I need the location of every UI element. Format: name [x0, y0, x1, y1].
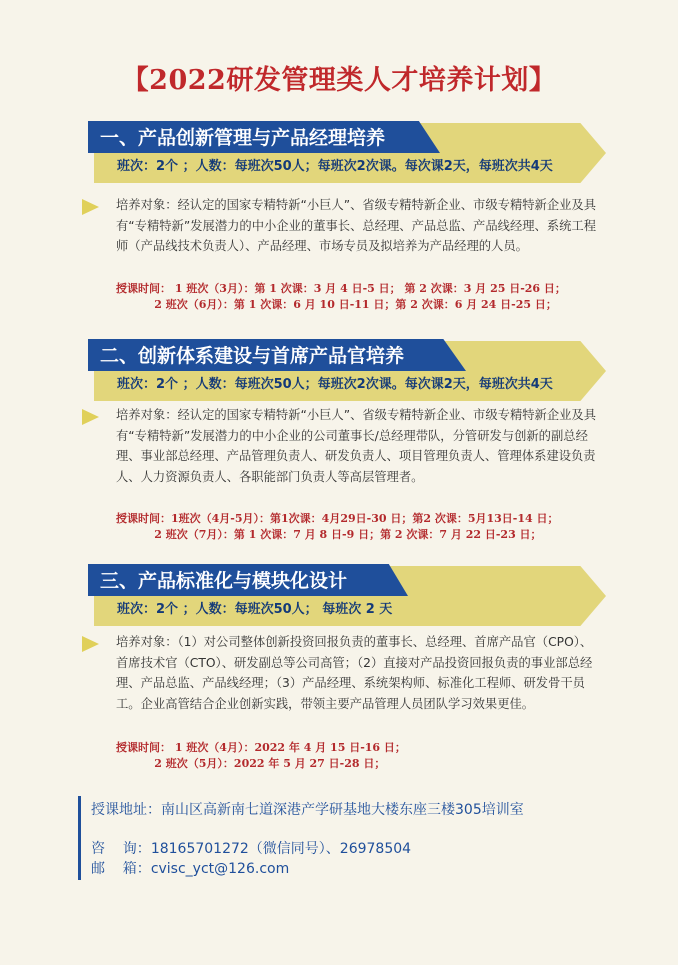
section-3: [0, 566, 678, 770]
section-body: 培养对象：经认定的国家专精特新“小巨人”、省级专精特新企业、市级专精特新企业及具有“专精特新”发展潜力的中小企业的公司董事长/总经理带队，分管研发与创新的副总经理、事业部总经理、产品管理负责人、研发负责人、项目管理负责人、管理体系建设负责人、人力资源负责人、各职能部门负责人等高层管理者。: [116, 408, 597, 484]
bullet-arrow-icon: [82, 409, 99, 425]
phone-number[interactable]: 18165701272（微信同号）、26978504: [150, 841, 412, 857]
address-text: 授课地址：南山区高新南七道深港产学研基地大楼东座三楼305培训室: [91, 802, 524, 818]
email-label: 邮 箱：: [91, 861, 151, 877]
section-subheading: 班次：2个 ；人数：每班次50人；每班次2次课。每次课2天，每班次共4天: [117, 377, 553, 392]
section-header: [0, 341, 678, 405]
schedule-line-1: 授课时间： 1 班次（3月）：第 1 次课：3 月 4 日-5 日； 第 2 次课：3 月 25 日-26 日；: [116, 282, 566, 295]
section-body: 培养对象：经认定的国家专精特新“小巨人”、省级专精特新企业、市级专精特新企业及具有“专精特新”发展潜力的中小企业的董事长、总经理、产品总监、产品线经理、系统工程师（产品线技术负责人）、产品经理、市场专员及拟培养为产品经理的人员。: [116, 198, 597, 253]
section-2: [0, 341, 678, 541]
page-title: 【2022研发管理类人才培养计划】: [121, 65, 557, 96]
schedule-line-1: 授课时间：1班次（4月-5月）：第1次课：4月29日-30 日；第2 次课：5月13日-14 日；: [116, 512, 559, 525]
section-header: [0, 123, 678, 187]
section-subheading: 班次：2个 ；人数：每班次50人；每班次2次课。每次课2天，每班次共4天: [117, 159, 553, 174]
schedule-line-2: 2 班次（7月）：第 1 次课：7 月 8 日-9 日；第 2 次课：7 月 22 日-23 日；: [116, 528, 542, 541]
section-heading: 一、产品创新管理与产品经理培养: [100, 127, 386, 149]
section-body: 培养对象：（1）对公司整体创新投资回报负责的董事长、总经理、首席产品官（CPO）、首席技术官（CTO）、研发副总等公司高管；（2）直接对产品投资回报负责的事业部总经理、产品总监、产品线经理；（3）产品经理、系统架构师、标准化工程师、研发骨干员工。企业高管结合企业创新实践，带领主要产品管理人员团队学习效果更佳。: [116, 635, 593, 711]
consult-row: [91, 838, 411, 858]
consult-label: 咨 询：: [91, 841, 151, 857]
bullet-arrow-icon: [82, 199, 99, 215]
schedule-line-1: 授课时间： 1 班次（4月）：2022 年 4 月 15 日-16 日；: [116, 741, 406, 754]
section-heading: 二、创新体系建设与首席产品官培养: [100, 345, 405, 367]
bullet-arrow-icon: [82, 636, 99, 652]
schedule-line-2: 2 班次（5月）：2022 年 5 月 27 日-28 日；: [116, 757, 386, 770]
section-header: [0, 566, 678, 630]
contact-footer: [78, 796, 621, 880]
section-heading: 三、产品标准化与模块化设计: [100, 570, 348, 592]
schedule-line-2: 2 班次（6月）：第 1 次课：6 月 10 日-11 日；第 2 次课：6 月 24 日-25 日；: [116, 298, 557, 311]
section-1: [0, 123, 678, 311]
section-subheading: 班次：2个 ；人数：每班次50人； 每班次 2 天: [117, 602, 393, 617]
email-row: [91, 858, 289, 878]
email-link[interactable]: cvisc_yct@126.com: [150, 861, 290, 877]
